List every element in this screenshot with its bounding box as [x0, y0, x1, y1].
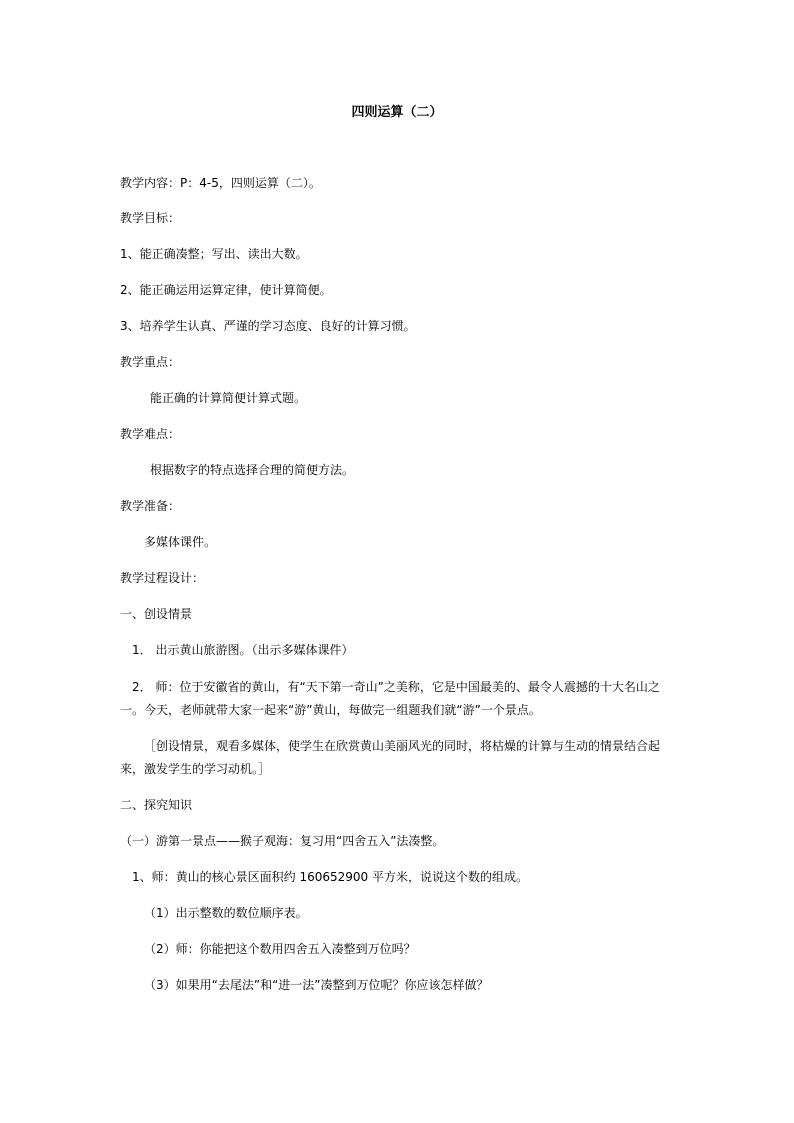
step-2: 2． 师：位于安徽省的黄山，有“天下第一奇山”之美称，它是中国最美的、最令人震撼的十大名山之一。今天，老师就带大家一起来“游”黄山，每做完一组题我们就“游”一个景点。	[120, 680, 660, 717]
section-2-heading: 二、探究知识	[120, 798, 193, 812]
item-1-3: （3）如果用“去尾法”和“进一法”凑整到万位呢？你应该怎样做？	[144, 978, 489, 992]
teaching-content: 教学内容：P：4-5，四则运算（二）。	[120, 176, 321, 190]
difficulties-text: 根据数字的特点选择合理的简便方法。	[150, 463, 355, 477]
item-1-1: （1）出示整数的数位顺序表。	[144, 906, 308, 920]
difficulties-heading: 教学难点：	[120, 427, 181, 441]
item-1: 1、师：黄山的核心景区面积约 160652900 平方米，说说这个数的组成。	[132, 870, 528, 884]
preparation-text: 多媒体课件。	[144, 535, 217, 549]
step-1: 1． 出示黄山旅游图。（出示多媒体课件）	[132, 643, 354, 657]
design-note: ［创设情景，观看多媒体，使学生在欣赏黄山美丽风光的同时，将枯燥的计算与生动的情景结合起来，激发学生的学习动机。］	[120, 739, 661, 776]
objective-2: 2、能正确运用运算定律，使计算简便。	[120, 283, 332, 297]
process-design-heading: 教学过程设计：	[120, 571, 205, 585]
section-1-heading: 一、创设情景	[120, 607, 193, 621]
document-title: 四则运算（二）	[351, 105, 443, 120]
key-points-text: 能正确的计算简便计算式题。	[150, 391, 307, 405]
objective-1: 1、能正确凑整；写出、读出大数。	[120, 247, 308, 261]
key-points-heading: 教学重点：	[120, 355, 181, 369]
teaching-objectives-heading: 教学目标：	[120, 211, 181, 225]
subsection-1-heading: （一）游第一景点——猴子观海：复习用“四舍五入”法凑整。	[120, 834, 445, 848]
preparation-heading: 教学准备：	[120, 499, 181, 513]
item-1-2: （2）师：你能把这个数用四舍五入凑整到万位吗？	[144, 942, 416, 956]
objective-3: 3、培养学生认真、严谨的学习态度、良好的计算习惯。	[120, 319, 416, 333]
